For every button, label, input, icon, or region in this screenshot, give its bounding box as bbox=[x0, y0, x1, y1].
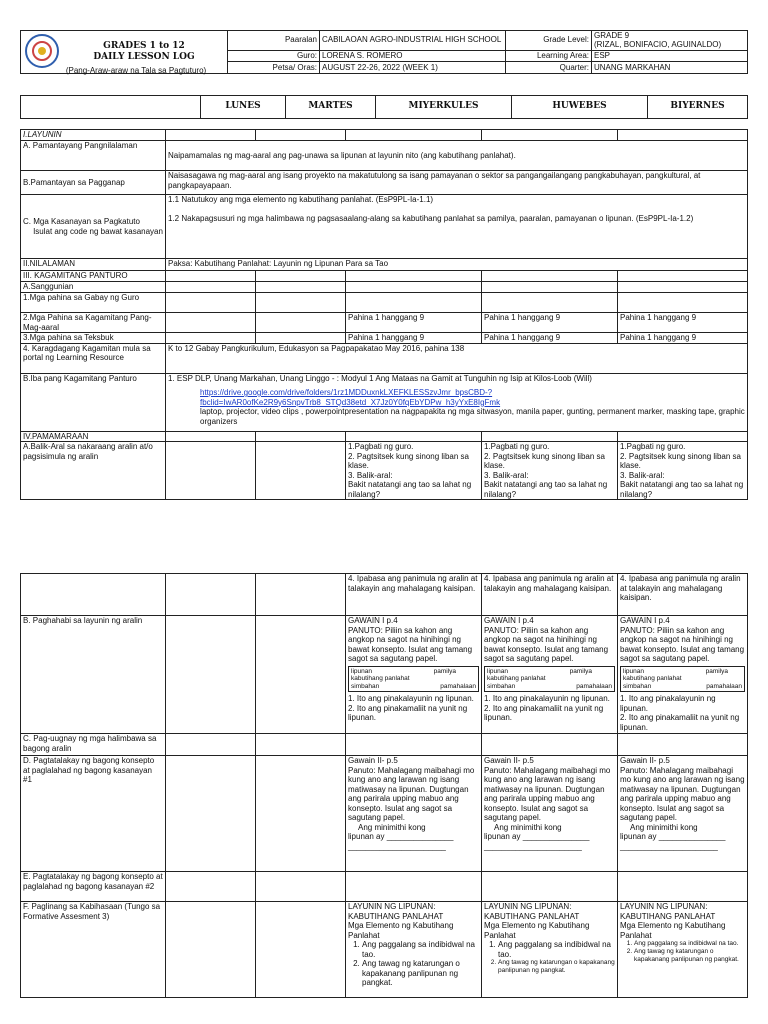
elemento-text: Mga Elemento ng Kabutihang Panlahat bbox=[484, 921, 590, 940]
field-label: Quarter: bbox=[506, 62, 592, 74]
deped-seal-icon bbox=[25, 34, 59, 68]
gawain1-fri bbox=[618, 616, 748, 734]
title-caption: (Pang-Araw-araw na Tala sa Pagtuturo) bbox=[65, 66, 207, 75]
field-value: UNANG MARKAHAN bbox=[592, 62, 748, 74]
section-layunin: I.LAYUNIN bbox=[21, 130, 166, 141]
title: GRADES 1 to 12 bbox=[103, 41, 185, 51]
word: pamahalaan bbox=[706, 682, 742, 690]
gawain2-thu bbox=[482, 756, 618, 872]
elemento-text: Mga Elemento ng Kabutihang Panlahat bbox=[620, 921, 726, 940]
pahina-fri: Pahina 1 hanggang 9 bbox=[618, 313, 748, 333]
word: simbahan bbox=[487, 682, 516, 690]
kasanayan-2: 1.2 Nakapagsusuri ng mga halimbawa ng pagsasaalang-alang sa kabutihang panlahat sa pamilya, paaralan, pamayanan o lipunan. (EsP9PL-Ia-1.2) bbox=[168, 213, 694, 223]
paglinang-label: F. Paglinang sa Kabihasaan (Tungo sa Formative Assesment 3) bbox=[21, 902, 166, 998]
pahina-thu: Pahina 1 hanggang 9 bbox=[482, 313, 618, 333]
pamantayang-text: Naipamamalas ng mag-aaral ang pag-unawa sa lipunan at layunin nito (ang kabutihang panlahat). bbox=[166, 141, 748, 171]
gabay-label: 1.Mga pahina sa Gabay ng Guro bbox=[21, 293, 166, 313]
word: pamahalaan bbox=[440, 682, 476, 690]
kasanayan-sub: Isulat ang code ng bawat kasanayan bbox=[33, 226, 163, 236]
word: lipunan bbox=[487, 667, 508, 675]
gawain2-line2: lipunan ay _______________ bbox=[484, 832, 590, 841]
field-value: CABILAOAN AGRO-INDUSTRIAL HIGH SCHOOL bbox=[320, 31, 506, 51]
gawain2-line2: lipunan ay _______________ bbox=[348, 832, 454, 841]
balik-aral-wed bbox=[346, 442, 482, 500]
item: 2. Ito ang pinakamaliit na yunit ng lipunan. bbox=[620, 713, 740, 732]
gawain2-fri bbox=[618, 756, 748, 872]
karagdagang-text: K to 12 Gabay Pangkurikulum, Edukasyon sa Pagpapakatao May 2016, pahina 138 bbox=[166, 343, 748, 373]
days-header bbox=[20, 95, 748, 119]
balik-aral-thu bbox=[482, 442, 618, 500]
field-label: Grade Level: bbox=[506, 31, 592, 51]
line: 2. Pagtsitsek kung sinong liban sa klase. bbox=[348, 451, 469, 470]
elemento-text: Mga Elemento ng Kabutihang Panlahat bbox=[348, 921, 454, 940]
gawain2-text: Panuto: Mahalagang maibahagi mo kung ano ang larawan ng isang matiwasay na lipunan. Dugtungan ang parirala upping mabuo ang konsepto. Isulat ang sagot sa sagutang papel. bbox=[348, 765, 475, 822]
day-friday: BIYERNES bbox=[648, 96, 748, 119]
word: kabutihang panlahat bbox=[487, 675, 546, 682]
field-value: ESP bbox=[592, 50, 748, 62]
teksbuk-label: 3.Mga pahina sa Teksbuk bbox=[21, 333, 166, 344]
grade-sections-value: (RIZAL, BONIFACIO, AGUINALDO) bbox=[594, 40, 722, 50]
elemento-list bbox=[348, 940, 479, 988]
gawain1-text: PANUTO: Piliin sa kahon ang angkop na sagot na hinihingi ng bawat konsepto. Isulat ang tamang sagot sa sagutang papel. bbox=[620, 625, 745, 663]
layunin-wed bbox=[346, 902, 482, 998]
materials-text: laptop, projector, video clips , powerpointpresentation na nagpapakita ng mga sitwasyon, manila paper, gunting, permanent marker, masking tape, graphic organizers bbox=[200, 407, 745, 426]
lesson-table-continued bbox=[20, 573, 748, 998]
item: 1. Ito ang pinakalayunin ng lipunan. bbox=[620, 694, 716, 713]
day-monday: LUNES bbox=[201, 96, 286, 119]
pagganap-label: B.Pamantayan sa Pagganap bbox=[21, 171, 166, 195]
layunin-title1: LAYUNIN NG LIPUNAN: bbox=[484, 902, 572, 911]
gawain1-title: GAWAIN I p.4 bbox=[620, 616, 670, 625]
gawain1-title: GAWAIN I p.4 bbox=[348, 616, 398, 625]
word-box bbox=[348, 666, 479, 693]
elemento-item: 1. Ang paggalang sa indibidwal na tao. bbox=[362, 940, 479, 959]
gawain2-blank: ______________________ bbox=[620, 841, 718, 851]
nilalaman-label: II.NILALAMAN bbox=[21, 259, 166, 271]
sanggunian-label: A.Sanggunian bbox=[21, 282, 166, 293]
pang-mag-aaral-label: 2.Mga Pahina sa Kagamitang Pang-Mag-aaral bbox=[21, 313, 166, 333]
iba-label: B.Iba pang Kagamitang Panturo bbox=[21, 373, 166, 431]
line: 1.Pagbati ng guro. bbox=[484, 442, 550, 451]
pahina-wed: Pahina 1 hanggang 9 bbox=[346, 313, 482, 333]
subtitle: DAILY LESSON LOG bbox=[93, 52, 195, 62]
field-label: Petsa/ Oras: bbox=[228, 62, 320, 74]
kasanayan-1: 1.1 Natutukoy ang mga elemento ng kabutihang panlahat. (EsP9PL-Ia-1.1) bbox=[168, 195, 434, 204]
word: kabutihang panlahat bbox=[351, 675, 410, 682]
lesson-table bbox=[20, 129, 748, 500]
item: 2. Ito ang pinakamaliit na yunit ng lipunan. bbox=[348, 703, 468, 722]
pag-uugnay-label: C. Pag-uugnay ng mga halimbawa sa bagong aralin bbox=[21, 734, 166, 756]
field-value: AUGUST 22-26, 2022 (WEEK 1) bbox=[320, 62, 506, 74]
field-label: Learning Area: bbox=[506, 50, 592, 62]
layunin-fri bbox=[618, 902, 748, 998]
gawain2-title: Gawain II- p.5 bbox=[348, 756, 398, 765]
layunin-title2: KABUTIHANG PANLAHAT bbox=[484, 911, 580, 921]
kasanayan-label bbox=[21, 195, 166, 259]
kagamitan-label: III. KAGAMITANG PANTURO bbox=[21, 271, 166, 282]
panimula-thu: 4. Ipabasa ang panimula ng aralin at talakayin ang mahalagang kaisipan. bbox=[482, 574, 618, 616]
pamantayang-label: A. Pamantayang Pangnilalaman bbox=[21, 141, 166, 171]
word: pamilya bbox=[433, 667, 456, 675]
layunin-title1: LAYUNIN NG LIPUNAN: bbox=[348, 902, 436, 911]
field-value: LORENA S. ROMERO bbox=[320, 50, 506, 62]
layunin-title2: KABUTIHANG PANLAHAT bbox=[348, 911, 444, 921]
gawain1-text: PANUTO: Piliin sa kahon ang angkop na sagot na hinihingi ng bawat konsepto. Isulat ang tamang sagot sa sagutang papel. bbox=[348, 625, 473, 663]
elemento-item: 2. Ang tawag ng katarungan o kapakanang panlipunan ng pangkat. bbox=[634, 948, 745, 964]
line: 2. Pagtsitsek kung sinong liban sa klase. bbox=[620, 451, 741, 470]
word: pamilya bbox=[705, 667, 728, 675]
gawain2-line1: Ang minimithi kong bbox=[358, 822, 426, 832]
word-box bbox=[620, 666, 745, 693]
day-wednesday: MIYERKULES bbox=[376, 96, 512, 119]
elemento-item: 2. Ang tawag ng katarungan o kapakanang panlipunan ng pangkat. bbox=[362, 959, 479, 988]
drive-link-line-1: https://drive.google.com/drive/folders/1rz1MDDuxnkLXEFKLESSzvJmr_bpsCBD-? bbox=[200, 388, 493, 397]
line: 3. Balik-aral: bbox=[484, 470, 529, 480]
word: pamilya bbox=[569, 667, 592, 675]
word: simbahan bbox=[351, 682, 380, 690]
kasanayan-title: C. Mga Kasanayan sa Pagkatuto bbox=[23, 217, 140, 226]
word-box bbox=[484, 666, 615, 693]
panimula-wed: 4. Ipabasa ang panimula ng aralin at talakayin ang mahalagang kaisipan. bbox=[346, 574, 482, 616]
iba-item-1: 1. ESP DLP, Unang Markahan, Unang Linggo - : Modyul 1 Ang Mataas na Gamit at Tunguhin ng Isip at Kilos-Loob (Will) bbox=[168, 373, 592, 383]
gawain2-title: Gawain II- p.5 bbox=[484, 756, 534, 765]
elemento-item: 1. Ang paggalang sa indibidwal na tao. bbox=[634, 940, 745, 948]
day-thursday: HUWEBES bbox=[512, 96, 648, 119]
days-blank bbox=[21, 96, 201, 119]
gawain2-wed bbox=[346, 756, 482, 872]
item: 1. Ito ang pinakalayunin ng lipunan. bbox=[484, 694, 610, 703]
pagtatalakay1-label: D. Pagtatalakay ng bagong konsepto at paglalahad ng bagong kasanayan #1 bbox=[21, 756, 166, 872]
gawain2-blank: ______________________ bbox=[348, 841, 446, 851]
line: Bakit natatangi ang tao sa lahat ng nilalang? bbox=[620, 480, 744, 499]
drive-link[interactable] bbox=[200, 388, 500, 407]
gawain2-text: Panuto: Mahalagang maibahagi mo kung ano ang larawan ng isang matiwasay na lipunan. Dugtungan ang parirala upping mabuo ang konsepto. Isulat ang sagot sa sagutang papel. bbox=[620, 765, 745, 822]
elemento-item: 1. Ang paggalang sa indibidwal na tao. bbox=[498, 940, 615, 959]
day-tuesday: MARTES bbox=[286, 96, 376, 119]
field-label: Guro: bbox=[228, 50, 320, 62]
word: simbahan bbox=[623, 682, 652, 690]
gawain2-text: Panuto: Mahalagang maibahagi mo kung ano ang larawan ng isang matiwasay na lipunan. Dugtungan ang parirala upping mabuo ang konsepto. Isulat ang sagot sa sagutang papel. bbox=[484, 765, 611, 822]
balik-aral-label: A.Balik-Aral sa nakaraang aralin at/o pagsisimula ng aralin bbox=[21, 442, 166, 500]
word: lipunan bbox=[623, 667, 644, 675]
drive-link-line-2: fbclid=IwAR0ofKe2R9y6SnpvTrb8_STQd38etd_X7Jz0Y0fqEbYDPw_h3yYxE8IgFmk bbox=[200, 397, 501, 407]
layunin-thu bbox=[482, 902, 618, 998]
line: 1.Pagbati ng guro. bbox=[620, 442, 686, 451]
gawain1-thu bbox=[482, 616, 618, 734]
gawain1-title: GAWAIN I p.4 bbox=[484, 616, 534, 625]
kasanayan-text bbox=[166, 195, 748, 259]
gawain2-title: Gawain II- p.5 bbox=[620, 756, 670, 765]
gawain2-line2: lipunan ay _______________ bbox=[620, 832, 726, 841]
panimula-fri: 4. Ipabasa ang panimula ng aralin at talakayin ang mahalagang kaisipan. bbox=[618, 574, 748, 616]
layunin-title1: LAYUNIN NG LIPUNAN: bbox=[620, 902, 708, 911]
line: 2. Pagtsitsek kung sinong liban sa klase. bbox=[484, 451, 605, 470]
paghahabi-label: B. Paghahabi sa layunin ng aralin bbox=[21, 616, 166, 734]
nilalaman-text: Paksa: Kabutihang Panlahat: Layunin ng Lipunan Para sa Tao bbox=[166, 259, 748, 271]
gawain1-wed bbox=[346, 616, 482, 734]
elemento-item: 2. Ang tawag ng katarungan o kapakanang panlipunan ng pangkat. bbox=[498, 959, 615, 975]
line: 3. Balik-aral: bbox=[348, 470, 393, 480]
layunin-title2: KABUTIHANG PANLAHAT bbox=[620, 911, 716, 921]
gawain2-line1: Ang minimithi kong bbox=[494, 822, 562, 832]
elemento-list bbox=[620, 940, 745, 964]
gawain2-line1: Ang minimithi kong bbox=[630, 822, 698, 832]
karagdagang-label: 4. Karagdagang Kagamitan mula sa portal ng Learning Resource bbox=[21, 343, 166, 373]
pagganap-text: Naisasagawa ng mag-aaral ang isang proyekto na makatutulong sa isang pamayanan o sektor sa pangangailangang pangkabuhayan, pangkultural, at pangkapayapaan. bbox=[166, 171, 748, 195]
pahina-wed-2: Pahina 1 hanggang 9 bbox=[346, 333, 482, 344]
field-label: Paaralan bbox=[228, 31, 320, 51]
pamamaraan-label: IV.PAMAMARAAN bbox=[21, 431, 166, 442]
grade-level-value: GRADE 9 bbox=[594, 31, 630, 41]
gawain2-blank: ______________________ bbox=[484, 841, 582, 851]
line: Bakit natatangi ang tao sa lahat ng nilalang? bbox=[348, 480, 472, 499]
elemento-list bbox=[484, 940, 615, 975]
word: pamahalaan bbox=[576, 682, 612, 690]
field-value bbox=[592, 31, 748, 51]
iba-text bbox=[166, 373, 748, 431]
word: lipunan bbox=[351, 667, 372, 675]
line: 1.Pagbati ng guro. bbox=[348, 442, 414, 451]
line: 3. Balik-aral: bbox=[620, 470, 665, 480]
balik-aral-fri bbox=[618, 442, 748, 500]
word: kabutihang panlahat bbox=[623, 675, 682, 682]
pahina-fri-2: Pahina 1 hanggang 9 bbox=[618, 333, 748, 344]
item: 1. Ito ang pinakalayunin ng lipunan. bbox=[348, 694, 474, 703]
pagtatalakay2-label: E. Pagtatalakay ng bagong konsepto at paglalahad ng bagong kasanayan #2 bbox=[21, 872, 166, 902]
gawain1-text: PANUTO: Piliin sa kahon ang angkop na sagot na hinihingi ng bawat konsepto. Isulat ang tamang sagot sa sagutang papel. bbox=[484, 625, 609, 663]
pahina-thu-2: Pahina 1 hanggang 9 bbox=[482, 333, 618, 344]
item: 2. Ito ang pinakamaliit na yunit ng lipunan. bbox=[484, 703, 604, 722]
line: Bakit natatangi ang tao sa lahat ng nilalang? bbox=[484, 480, 608, 499]
